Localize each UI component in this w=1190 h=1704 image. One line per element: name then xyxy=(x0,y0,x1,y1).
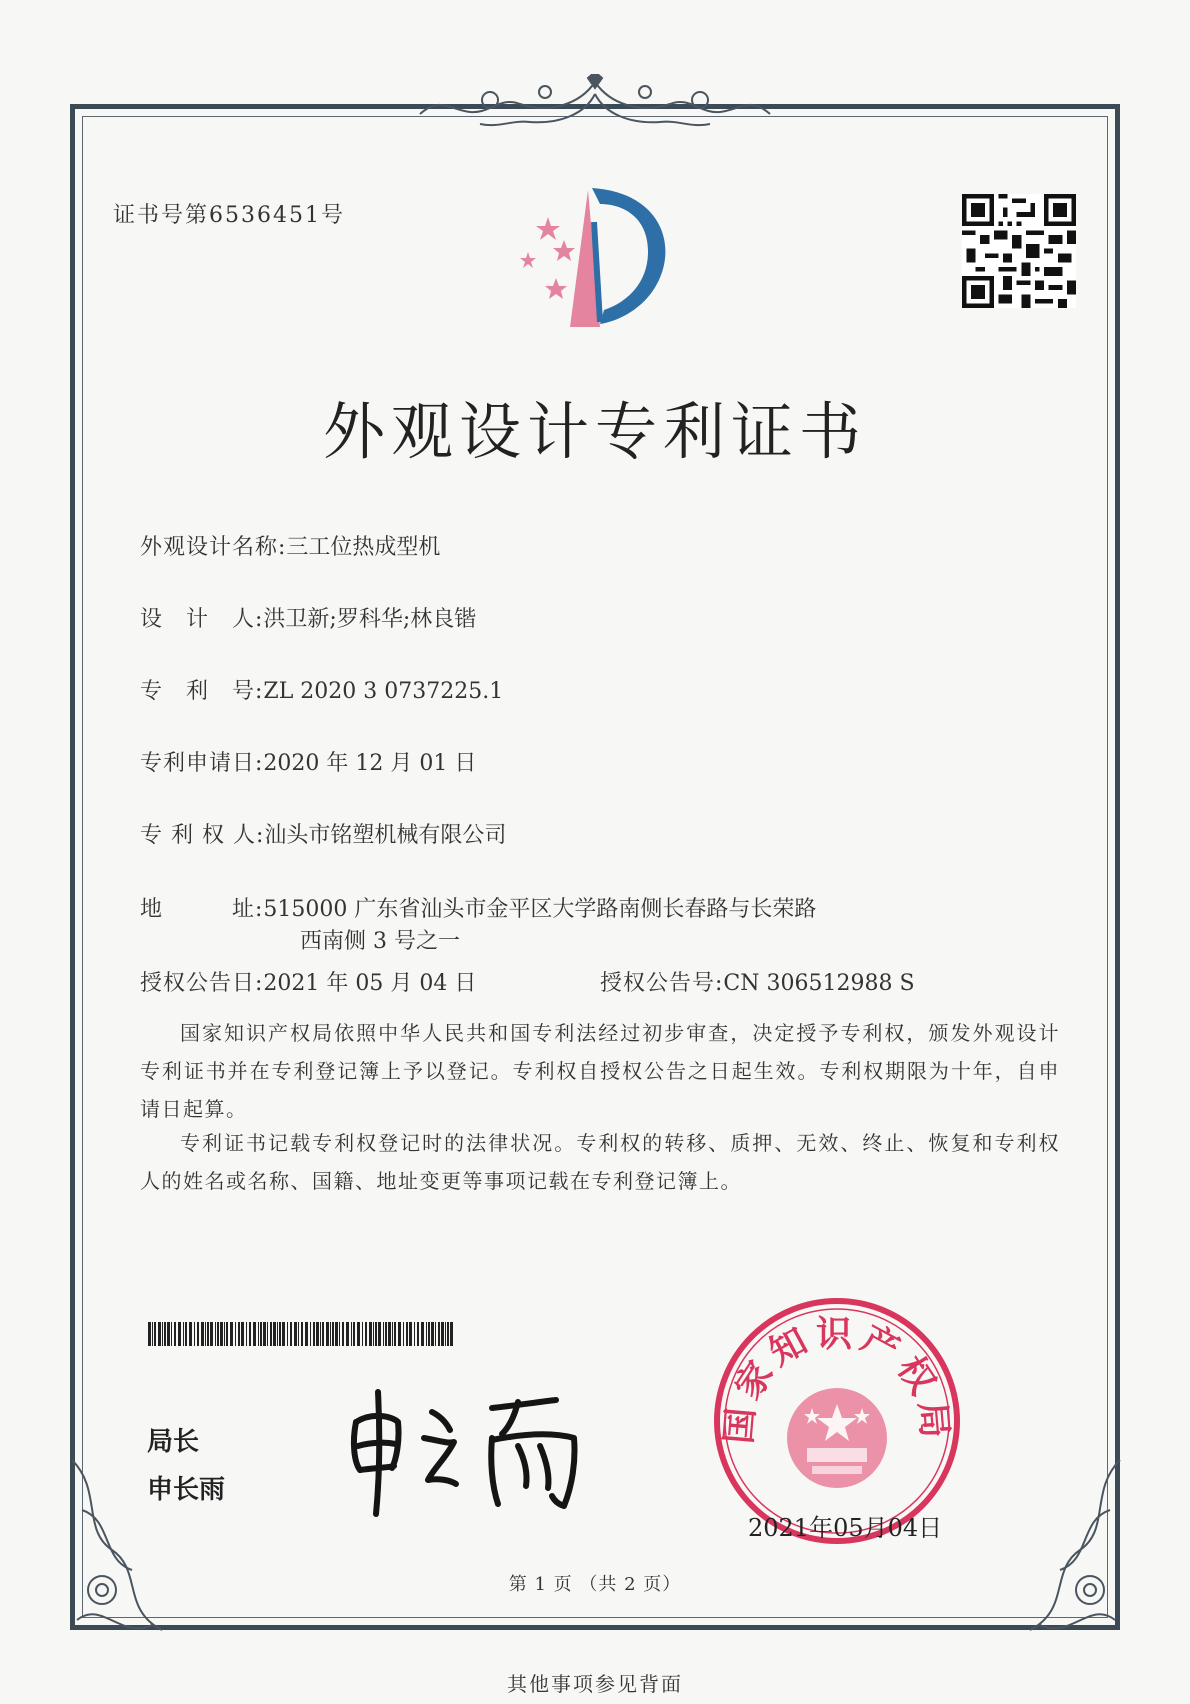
grant-date-value: 2021 年 05 月 04 日 xyxy=(263,971,477,996)
address-label: 地 址: xyxy=(140,897,264,922)
director-title: 局长 xyxy=(147,1427,200,1457)
grant-number-label: 授权公告号: xyxy=(600,971,724,996)
patentee-label: 专 利 权 人: xyxy=(140,823,265,848)
design-name-label: 外观设计名称: xyxy=(140,535,287,560)
patent-number-label: 专 利 号: xyxy=(140,679,264,704)
seal-date: 2021年05月04日 xyxy=(748,1514,943,1542)
grant-number-value: CN 306512988 S xyxy=(723,971,915,996)
patentee-field xyxy=(140,818,506,849)
page-indicator: 第 1 页 （共 2 页） xyxy=(508,1574,682,1595)
designer-label: 设 计 人: xyxy=(140,607,264,632)
barcode-icon xyxy=(148,1322,458,1346)
bottom-right-ornament xyxy=(1000,1450,1130,1650)
bureau-block xyxy=(147,1418,225,1514)
grant-number-field xyxy=(600,966,915,997)
grant-date-field xyxy=(140,966,476,997)
legal-paragraph-1: 国家知识产权局依照中华人民共和国专利法经过初步审查，决定授予专利权，颁发外观设计专利证书并在专利登记簿上予以登记。专利权自授权公告之日起生效。专利权期限为十年，自申请日起算。 xyxy=(140,1021,1060,1121)
grant-date-label: 授权公告日: xyxy=(140,971,264,996)
filing-date-value: 2020 年 12 月 01 日 xyxy=(263,751,477,776)
certificate-title: 外观设计专利证书 xyxy=(322,395,867,468)
design-name-field xyxy=(140,530,440,561)
filing-date-field xyxy=(140,746,476,777)
top-ornament xyxy=(410,74,780,134)
director-name: 申长雨 xyxy=(147,1475,226,1505)
seal-ring-text: 国家知识产权局 xyxy=(717,1313,957,1446)
address-value-line2: 西南侧 3 号之一 xyxy=(300,929,460,954)
certificate-number: 证书号第6536451号 xyxy=(113,203,345,228)
designer-value: 洪卫新;罗科华;林良锴 xyxy=(263,607,477,632)
address-field xyxy=(140,892,816,923)
footer-note: 其他事项参见背面 xyxy=(507,1672,683,1696)
design-name-value: 三工位热成型机 xyxy=(286,535,441,560)
cnipa-logo-icon xyxy=(508,182,688,332)
patent-number-field xyxy=(140,674,503,705)
designer-field xyxy=(140,602,476,633)
patentee-value: 汕头市铭塑机械有限公司 xyxy=(264,823,507,848)
filing-date-label: 专利申请日: xyxy=(140,751,264,776)
address-value-line1: 515000 广东省汕头市金平区大学路南侧长春路与长荣路 xyxy=(263,897,817,922)
director-signature xyxy=(342,1382,612,1522)
patent-number-value: ZL 2020 3 0737225.1 xyxy=(263,679,504,704)
qr-code-icon xyxy=(962,194,1076,308)
legal-paragraph-2: 专利证书记载专利权登记时的法律状况。专利权的转移、质押、无效、终止、恢复和专利权人的姓名或名称、国籍、地址变更等事项记载在专利登记簿上。 xyxy=(140,1131,1060,1193)
